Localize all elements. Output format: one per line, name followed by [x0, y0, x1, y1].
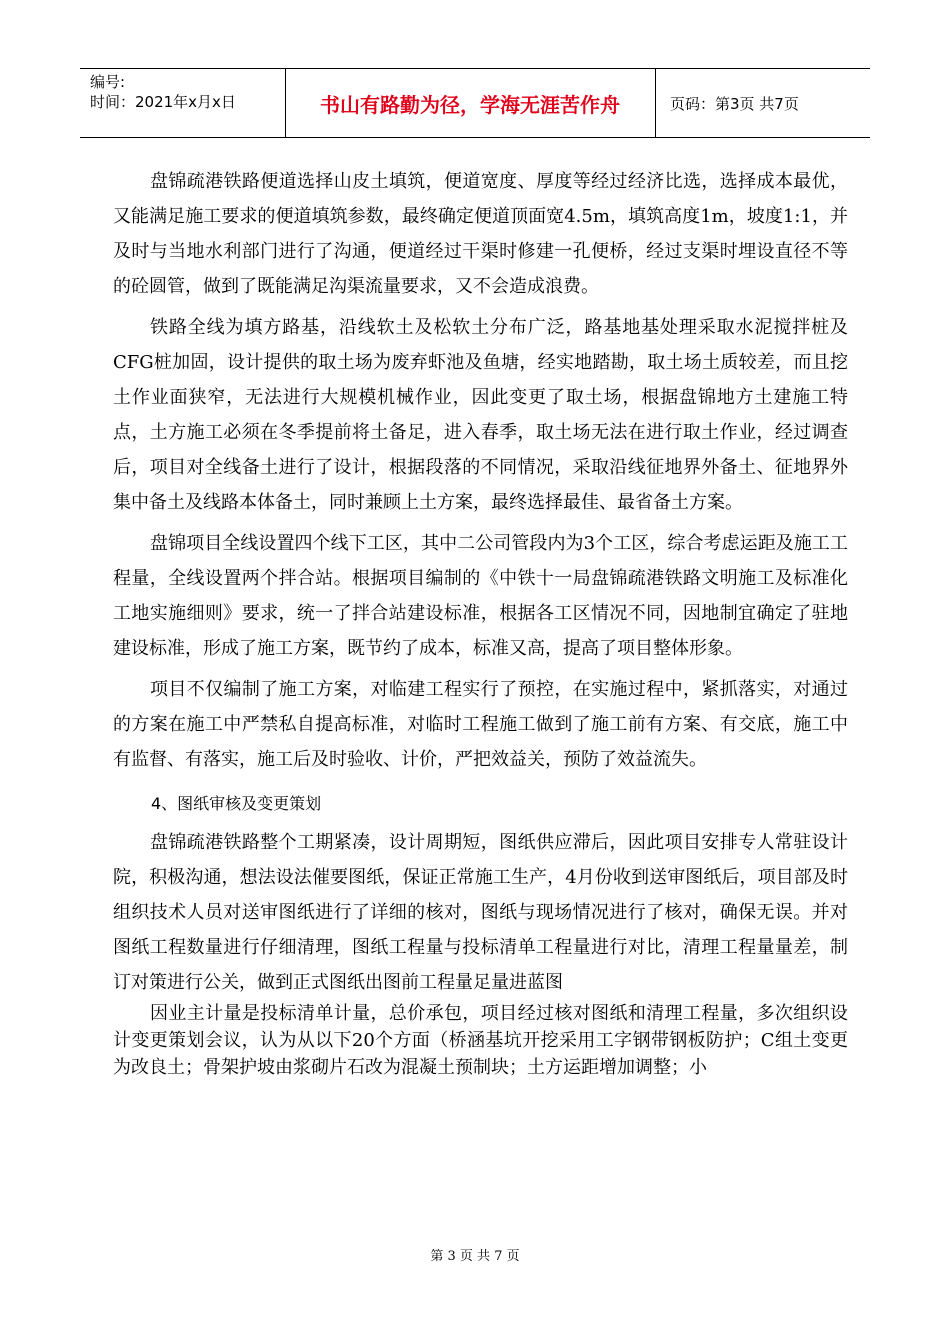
document-number-label: 编号: [90, 73, 126, 91]
body-paragraph: 项目不仅编制了施工方案，对临建工程实行了预控，在实施过程中，紧抓落实，对通过的方案在施工中严禁私自提高标准，对临时工程施工做到了施工前有方案、有交底，施工中有监督、有落实，施工后及时验收、计价，严把效益关，预防了效益流失。 [113, 679, 848, 770]
body-paragraph: 盘锦疏港铁路整个工期紧凑，设计周期短，图纸供应滞后，因此项目安排专人常驻设计院，积极沟通，想法设法催要图纸，保证正常施工生产，4月份收到送审图纸后，项目部及时组织技术人员对送审图纸进行了详细的核对，图纸与现场情况进行了核对，确保无误。并对图纸工程数量进行仔细清理，图纸工程量与投标清单工程量进行对比，清理工程量量差，制订对策进行公关，做到正式图纸出图前工程量足量进蓝图 [113, 832, 848, 993]
page-header [80, 68, 870, 138]
header-motto: 书山有路勤为径，学海无涯苦作舟 [320, 92, 620, 117]
header-divider [655, 69, 656, 137]
document-body [113, 164, 848, 1081]
body-paragraph: 铁路全线为填方路基，沿线软土及松软土分布广泛，路基地基处理采取水泥搅拌桩及CFG桩加固，设计提供的取土场为废弃虾池及鱼塘，经实地踏勘，取土场土质较差，而且挖土作业面狭窄，无法进行大规模机械作业，因此变更了取土场，根据盘锦地方土建施工特点，土方施工必须在冬季提前将土备足，进入春季，取土场无法在进行取土作业，经过调查后，项目对全线备土进行了设计，根据段落的不同情况，采取沿线征地界外备土、征地界外集中备土及线路本体备土，同时兼顾上土方案，最终选择最佳、最省备土方案。 [113, 317, 848, 513]
header-page-info: 页码：第3页 共7页 [670, 95, 799, 113]
body-paragraph: 盘锦疏港铁路便道选择山皮土填筑，便道宽度、厚度等经过经济比选，选择成本最优，又能满足施工要求的便道填筑参数，最终确定便道顶面宽4.5m，填筑高度1m，坡度1:1，并及时与当地水利部门进行了沟通，便道经过干渠时修建一孔便桥，经过支渠时埋设直径不等的砼圆管，做到了既能满足沟渠流量要求，又不会造成浪费。 [113, 171, 848, 297]
body-paragraph: 因业主计量是投标清单计量，总价承包，项目经过核对图纸和清理工程量，多次组织设计变更策划会议，认为从以下20个方面（桥涵基坑开挖采用工字钢带钢板防护；C组土变更为改良土；骨架护坡由浆砌片石改为混凝土预制块；土方运距增加调整；小 [113, 1003, 848, 1078]
section-heading: 4、图纸审核及变更策划 [151, 794, 322, 813]
body-paragraph: 盘锦项目全线设置四个线下工区，其中二公司管段内为3个工区，综合考虑运距及施工工程量，全线设置两个拌合站。根据项目编制的《中铁十一局盘锦疏港铁路文明施工及标准化工地实施细则》要求，统一了拌合站建设标准，根据各工区情况不同，因地制宜确定了驻地建设标准，形成了施工方案，既节约了成本，标准又高，提高了项目整体形象。 [113, 533, 848, 659]
document-date: 时间：2021年x月x日 [90, 93, 236, 111]
page-footer: 第 3 页 共 7 页 [430, 1249, 520, 1264]
